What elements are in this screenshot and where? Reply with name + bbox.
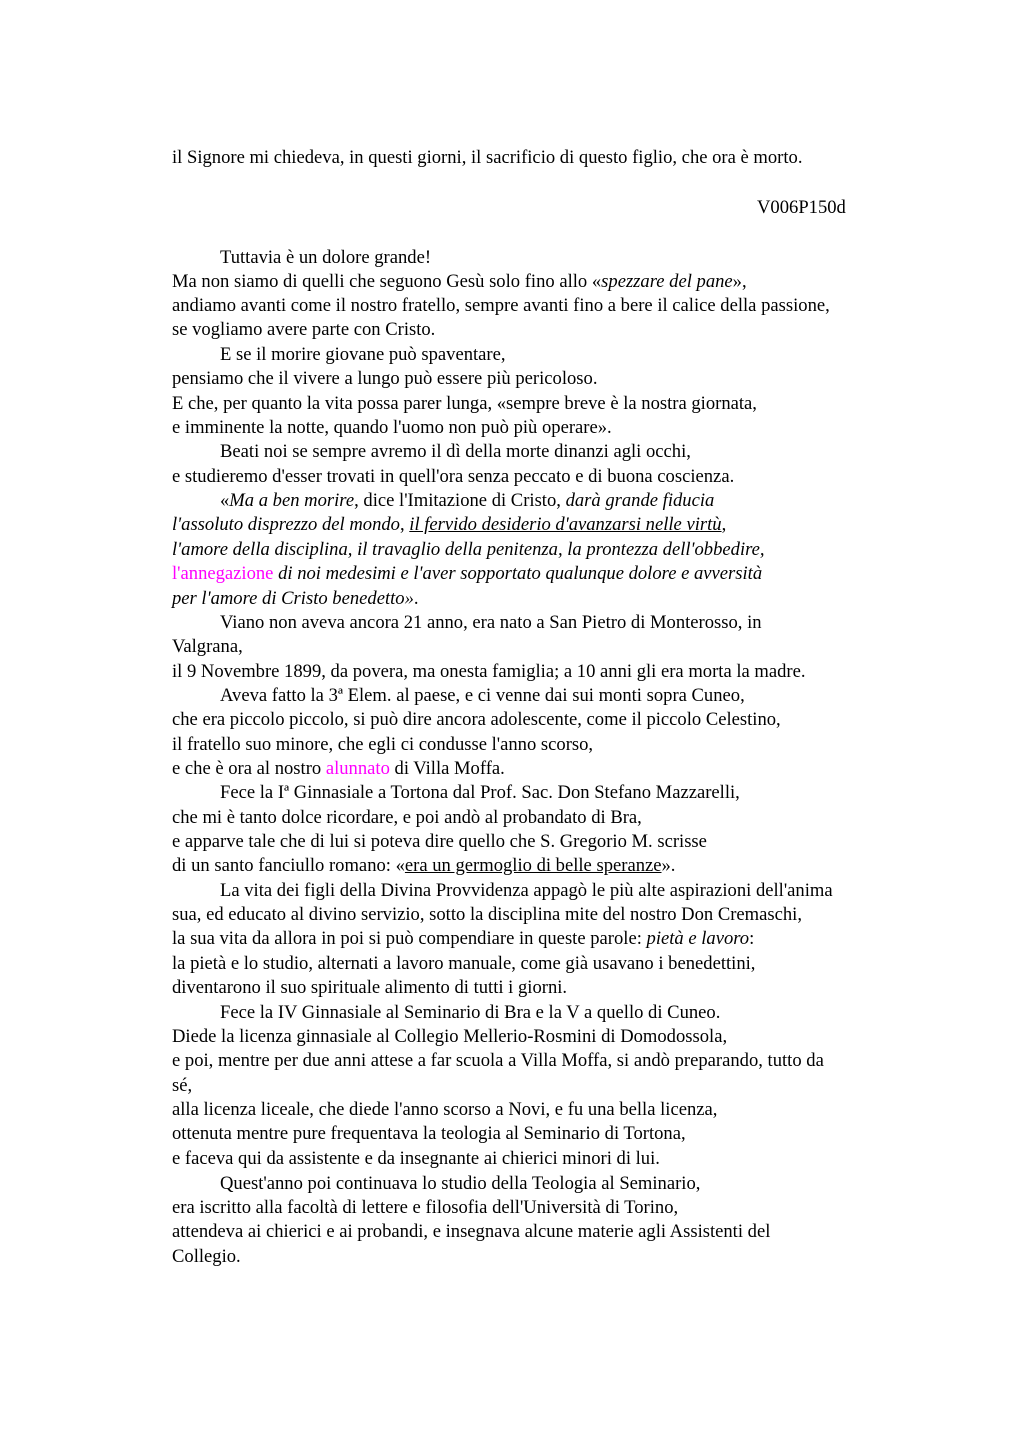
text-span: attendeva ai chierici e ai probandi, e insegnava alcune materie agli Assistenti del	[172, 1221, 771, 1242]
text-span: E che, per quanto la vita possa parer lunga, «sempre breve è la nostra giornata,	[172, 393, 757, 414]
text-span: Tuttavia è un dolore grande!	[220, 247, 432, 268]
italic-text: spezzare del pane	[601, 271, 733, 292]
text-line	[172, 1025, 727, 1049]
text-line	[172, 952, 755, 976]
text-span: ».	[661, 855, 676, 876]
italic-text: l'assoluto disprezzo del mondo	[172, 514, 400, 535]
text-line	[172, 1122, 686, 1146]
text-span: Ma non siamo di quelli che seguono Gesù solo fino allo «	[172, 271, 602, 292]
text-span: diventarono il suo spirituale alimento di tutti i giorni.	[172, 977, 568, 998]
italic-text: l'amore della disciplina, il travaglio della penitenza, la prontezza dell'obbedire,	[172, 539, 765, 560]
text-span: il 9 Novembre 1899, da povera, ma onesta famiglia; a 10 anni gli era morta la madre.	[172, 661, 806, 682]
text-span: Diede la licenza ginnasiale al Collegio Mellerio-Rosmini di Domodossola,	[172, 1026, 728, 1047]
text-line	[172, 660, 806, 684]
text-span: che mi è tanto dolce ricordare, e poi andò al probandato di Bra,	[172, 807, 642, 828]
italic-text: per l'amore di Cristo benedetto»	[172, 588, 414, 609]
text-line	[172, 635, 243, 659]
text-span: di un santo fanciullo romano: «	[172, 855, 405, 876]
italic-text: pietà e lavoro	[646, 928, 750, 949]
text-span: sé,	[172, 1075, 193, 1096]
text-line	[172, 733, 593, 757]
text-line	[172, 854, 675, 878]
text-line	[172, 392, 757, 416]
text-line	[172, 976, 567, 1000]
text-span: Quest'anno poi continuava lo studio della Teologia al Seminario,	[220, 1173, 701, 1194]
text-span: Beati noi se sempre avremo il dì della morte dinanzi agli occhi,	[220, 441, 691, 462]
text-span: Valgrana,	[172, 636, 243, 657]
text-span: se vogliamo avere parte con Cristo.	[172, 319, 436, 340]
text-line	[172, 1196, 678, 1220]
text-line	[172, 903, 802, 927]
text-span: Fece la IV Ginnasiale al Seminario di Bra e la V a quello di Cuneo.	[220, 1002, 721, 1023]
text-span: era iscritto alla facoltà di lettere e filosofia dell'Università di Torino,	[172, 1197, 679, 1218]
text-span: e apparve tale che di lui si poteva dire quello che S. Gregorio M. scrisse	[172, 831, 707, 852]
text-span: la pietà e lo studio, alternati a lavoro manuale, come già usavano i benedettini,	[172, 953, 756, 974]
underlined-text: era un germoglio di belle speranze	[404, 855, 662, 876]
text-line	[172, 806, 642, 830]
text-line	[172, 1049, 824, 1073]
text-line	[172, 1220, 770, 1244]
text-span: .	[413, 588, 419, 609]
text-span: di Villa Moffa.	[389, 758, 505, 779]
text-line	[220, 684, 745, 708]
text-line	[172, 927, 754, 951]
text-line	[172, 1147, 660, 1171]
italic-text: darà grande fiducia	[565, 490, 715, 511]
text-span: la sua vita da allora in poi si può compendiare in queste parole:	[172, 928, 647, 949]
text-span: il fratello suo minore, che egli ci condusse l'anno scorso,	[172, 734, 594, 755]
text-line	[172, 318, 435, 342]
text-line	[172, 513, 726, 537]
text-span: «	[220, 490, 230, 511]
text-line	[220, 611, 762, 635]
text-span: E se il morire giovane può spaventare,	[220, 344, 506, 365]
italic-span	[409, 514, 721, 535]
text-span: alla licenza liceale, che diede l'anno scorso a Novi, e fu una bella licenza,	[172, 1099, 718, 1120]
text-line	[172, 562, 762, 586]
text-line	[172, 416, 612, 440]
text-line	[220, 879, 833, 903]
text-span: e studieremo d'esser trovati in quell'ora senza peccato e di buona coscienza.	[172, 466, 735, 487]
text-span: »,	[732, 271, 747, 292]
highlighted-word: alunnato	[325, 758, 390, 779]
text-span: V006P150d	[757, 197, 846, 218]
text-span: ottenuta mentre pure frequentava la teologia al Seminario di Tortona,	[172, 1123, 686, 1144]
text-span: ,	[399, 514, 410, 535]
text-line	[172, 1098, 717, 1122]
text-line	[220, 440, 691, 464]
text-span: andiamo avanti come il nostro fratello, sempre avanti fino a bere il calice della passione,	[172, 295, 830, 316]
text-line	[172, 708, 781, 732]
text-line	[172, 465, 734, 489]
text-line	[220, 246, 431, 270]
text-line	[172, 294, 830, 318]
text-span: ,	[721, 514, 727, 535]
text-span: Collegio.	[172, 1246, 241, 1267]
italic-text: di noi medesimi e l'aver sopportato qualunque dolore e avversità	[273, 563, 763, 584]
text-line	[220, 1172, 700, 1196]
text-span: pensiamo che il vivere a lungo può essere più pericoloso.	[172, 368, 598, 389]
text-line	[220, 781, 740, 805]
text-span: Fece la Iª Ginnasiale a Tortona dal Prof. Sac. Don Stefano Mazzarelli,	[220, 782, 740, 803]
text-line	[172, 270, 747, 294]
text-span: Viano non aveva ancora 21 anno, era nato a San Pietro di Monterosso, in	[220, 612, 762, 633]
text-span: La vita dei figli della Divina Provvidenza appagò le più alte aspirazioni dell'anima	[220, 880, 833, 901]
text-span: Aveva fatto la 3ª Elem. al paese, e ci venne dai sui monti sopra Cuneo,	[220, 685, 745, 706]
text-span: sua, ed educato al divino servizio, sotto la disciplina mite del nostro Don Cremaschi,	[172, 904, 802, 925]
underlined-italic-text: il fervido desiderio d'avanzarsi nelle virtù	[409, 514, 722, 535]
page-reference	[757, 196, 846, 220]
text-span: il Signore mi chiedeva, in questi giorni, il sacrificio di questo figlio, che ora è morto.	[172, 147, 803, 168]
text-span: e imminente la notte, quando l'uomo non può più operare».	[172, 417, 612, 438]
text-line	[172, 146, 803, 170]
text-line	[220, 489, 714, 513]
text-span: e che è ora al nostro	[172, 758, 326, 779]
text-span: che era piccolo piccolo, si può dire ancora adolescente, come il piccolo Celestino,	[172, 709, 781, 730]
text-line	[172, 1245, 241, 1269]
text-line	[220, 1001, 720, 1025]
italic-text: Ma a ben morire	[229, 490, 355, 511]
text-span: , dice l'Imitazione di Cristo,	[354, 490, 566, 511]
text-line	[172, 830, 707, 854]
text-span: e poi, mentre per due anni attese a far scuola a Villa Moffa, si andò preparando, tutto da	[172, 1050, 824, 1071]
text-span: e faceva qui da assistente e da insegnante ai chierici minori di lui.	[172, 1148, 660, 1169]
text-line	[172, 757, 505, 781]
text-line	[172, 1074, 192, 1098]
text-line	[172, 367, 597, 391]
text-line	[220, 343, 506, 367]
highlighted-word: l'annegazione	[172, 563, 274, 584]
text-line	[172, 587, 419, 611]
text-span: :	[749, 928, 755, 949]
text-line	[172, 538, 765, 562]
